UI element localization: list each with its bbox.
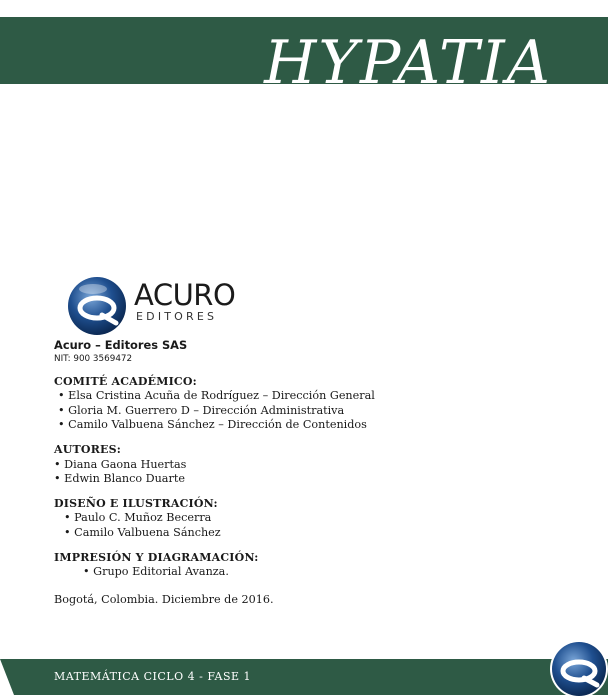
- list-item: • Edwin Blanco Duarte: [54, 472, 185, 486]
- list-item: • Camilo Valbuena Sánchez: [64, 525, 221, 539]
- list-item: • Grupo Editorial Avanza.: [83, 565, 229, 579]
- publisher-logo: [66, 275, 246, 337]
- authors-heading: AUTORES:: [54, 442, 122, 456]
- committee-section: [54, 375, 574, 433]
- committee-list: [54, 389, 574, 433]
- acuro-logo-icon: [548, 638, 608, 700]
- authors-section: [54, 443, 574, 487]
- list-item: • Diana Gaona Huertas: [54, 457, 187, 471]
- list-item: • Gloria M. Guerrero D – Dirección Administrativa: [58, 403, 345, 417]
- publisher-nit: NIT: 900 3569472: [54, 353, 133, 364]
- logo-wordmark: ACURO: [134, 278, 236, 312]
- design-heading: DISEÑO E ILUSTRACIÓN:: [54, 496, 218, 510]
- header-banner: [0, 17, 608, 98]
- footer-label: MATEMÁTICA CICLO 4 - FASE 1: [54, 670, 252, 683]
- list-item: • Camilo Valbuena Sánchez – Dirección de Contenidos: [58, 418, 367, 432]
- acuro-logo-icon: [66, 275, 128, 337]
- list-item: • Elsa Cristina Acuña de Rodríguez – Dirección General: [58, 389, 375, 403]
- printing-section: [54, 551, 574, 580]
- credits-block: [54, 338, 574, 607]
- printing-list: [54, 565, 574, 580]
- logo-subtitle: EDITORES: [136, 310, 218, 323]
- publisher-name: Acuro – Editores SAS: [54, 338, 188, 352]
- place-date: Bogotá, Colombia. Diciembre de 2016.: [54, 592, 274, 606]
- book-title: HYPATIA: [264, 28, 552, 98]
- authors-list: [54, 458, 574, 487]
- design-list: [54, 511, 574, 540]
- design-section: [54, 497, 574, 541]
- list-item: • Paulo C. Muñoz Becerra: [64, 511, 212, 525]
- committee-heading: COMITÉ ACADÉMICO:: [54, 374, 197, 388]
- printing-heading: IMPRESIÓN Y DIAGRAMACIÓN:: [54, 550, 259, 564]
